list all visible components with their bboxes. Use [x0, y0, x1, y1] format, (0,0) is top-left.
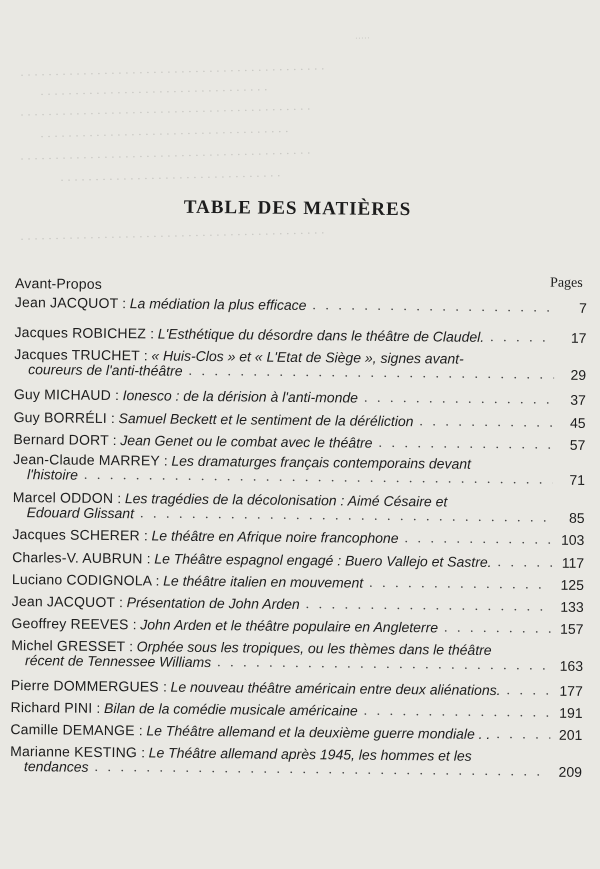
toc-entry[interactable] [12, 550, 584, 571]
toc-page-number: 163 [557, 659, 583, 674]
leader-dots [444, 620, 552, 636]
toc-title: Samuel Beckett et le sentiment de la déréliction [118, 411, 413, 429]
toc-author: Jacques SCHERER : [12, 527, 148, 543]
toc-author: Richard PINI : [11, 700, 101, 716]
toc-author: Pierre DOMMERGUES : [11, 678, 167, 695]
leader-dots [404, 531, 552, 548]
show-through-text: ····· · · · · · · · · · · · · · · · · · · · · · · · · · · · · · · · · · · · · · · · · · · · · · · · · · · · · · · · · · · · · · · · · · · · · · · · · · · · · · · · · · · · · · · · · · · · · · · · · · · · · · · · · · · · · · · · · · · · · · · · · · · · · · · · · · · · · · · · · · · · · · · · · · · · · · · · · · · · · · · · · · · · · · · · · · · · · · · · · · · · · · · · · · · · · · · · · · · · · · · · · · · · · · · · · · · · · · · · · · · · · · · · · · · · · · · · · · · · · · · · · · · · · · · · · · · · · · · · · · · · · · · · · · · · · · · · · · [0, 0, 600, 250]
toc-title: « Huis-Clos » et « L'Etat de Siège », signes avant- [151, 348, 464, 366]
leader-dots [364, 704, 551, 721]
toc-page-number: 37 [560, 393, 586, 408]
toc-entry[interactable] [13, 490, 585, 526]
toc-page-number: 117 [558, 556, 584, 571]
page-title: TABLE DES MATIÈRES [184, 197, 484, 222]
toc-title-continued: récent de Tennessee Williams [25, 653, 211, 670]
toc-author: Marianne KESTING : [10, 744, 145, 760]
toc-page-number: 7 [561, 301, 587, 316]
toc-page-number: 133 [558, 600, 584, 615]
toc-page-number: 157 [557, 622, 583, 637]
toc-page-number: 71 [559, 473, 585, 488]
leader-dots [217, 655, 551, 673]
toc-title-continued: Edouard Glissant [27, 505, 135, 521]
leader-dots [312, 298, 555, 316]
toc-entry[interactable] [11, 616, 583, 637]
toc-title: Les dramaturges français contemporains devant [171, 454, 471, 472]
toc-title: La médiation la plus efficace [130, 296, 307, 313]
leader-dots [140, 506, 553, 525]
toc-author: Jacques ROBICHEZ : [14, 325, 154, 341]
toc-list [15, 276, 590, 282]
toc-page-number: 177 [557, 684, 583, 699]
toc-entry[interactable] [13, 432, 585, 453]
toc-entry[interactable] [14, 387, 586, 408]
toc-author: Avant-Propos [15, 276, 102, 292]
toc-author: Camille DEMANGE : [10, 722, 143, 738]
table-of-contents-page [9, 0, 593, 869]
toc-page-number: 57 [559, 438, 585, 453]
leader-dots [306, 597, 552, 615]
leader-dots [188, 364, 554, 383]
toc-author: Jean JACQUOT : [15, 295, 127, 311]
pages-column-label: Pages [550, 276, 583, 292]
toc-author: Marcel ODDON : [13, 490, 122, 506]
toc-entry[interactable] [11, 678, 583, 699]
toc-entry[interactable] [11, 700, 583, 721]
leader-dots [369, 576, 552, 593]
toc-title: L'Esthétique du désordre dans le théâtre de Claudel. [158, 326, 485, 344]
toc-entry[interactable] [15, 276, 587, 297]
toc-page-number: 209 [556, 765, 582, 780]
toc-title: Bilan de la comédie musicale américaine [104, 701, 358, 719]
toc-title: Le Théâtre allemand et la deuxième guerre mondiale . . [146, 723, 490, 742]
toc-entry[interactable] [14, 347, 586, 383]
leader-dots [364, 391, 554, 408]
toc-entry[interactable] [13, 452, 585, 488]
toc-title: Orphée sous les tropiques, ou les thèmes dans le théâtre [137, 639, 492, 658]
toc-page-number: 45 [560, 416, 586, 431]
toc-author: Guy BORRÉLI : [14, 410, 116, 426]
toc-title: Le Théâtre espagnol engagé : Buero Vallejo et Sastre. [154, 551, 491, 570]
toc-page-number: 201 [556, 728, 582, 743]
leader-dots [490, 330, 554, 346]
toc-author: Bernard DORT : [13, 432, 117, 448]
toc-entry[interactable] [14, 410, 586, 431]
toc-entry[interactable] [12, 572, 584, 593]
toc-title: Le Théâtre allemand après 1945, les hommes et les [149, 745, 472, 763]
toc-page-number: 29 [560, 368, 586, 383]
leader-dots [419, 414, 553, 430]
toc-title-continued: l'histoire [27, 467, 78, 483]
toc-title: Présentation de John Arden [127, 595, 300, 612]
toc-entry[interactable] [11, 638, 583, 674]
leader-dots [496, 727, 550, 743]
toc-author: Jean-Claude MARREY : [13, 452, 168, 469]
toc-author: Guy MICHAUD : [14, 387, 119, 403]
toc-title: Ionesco : de la dérision à l'anti-monde [123, 388, 359, 405]
toc-entry[interactable] [12, 594, 584, 615]
toc-title-continued: coureurs de l'anti-théâtre [28, 362, 183, 379]
toc-page-number: 17 [560, 331, 586, 346]
toc-entry[interactable] [12, 527, 584, 548]
leader-dots [497, 555, 552, 571]
toc-title: Le nouveau théâtre américain entre deux aliénations. [170, 680, 500, 698]
toc-title-continued: tendances [24, 759, 89, 775]
toc-author: Charles-V. AUBRUN : [12, 550, 151, 566]
toc-title: John Arden et le théâtre populaire en Angleterre [140, 617, 438, 635]
toc-author: Jean JACQUOT : [12, 594, 124, 610]
leader-dots [506, 683, 550, 698]
toc-title: Les tragédies de la décolonisation : Aimé Césaire et [125, 491, 448, 509]
toc-author: Luciano CODIGNOLA : [12, 572, 160, 589]
toc-entry[interactable] [10, 744, 582, 780]
toc-title: Le théâtre italien en mouvement [163, 574, 363, 591]
toc-page-number: 103 [558, 533, 584, 548]
toc-author: Michel GRESSET : [11, 638, 133, 654]
toc-page-number: 125 [558, 578, 584, 593]
toc-entry[interactable] [10, 722, 582, 743]
leader-dots [378, 436, 553, 453]
toc-page-number: 191 [556, 706, 582, 721]
toc-author: Geoffrey REEVES : [11, 616, 136, 632]
toc-entry[interactable] [14, 325, 586, 346]
toc-entry[interactable] [15, 295, 587, 316]
toc-title: Le théâtre en Afrique noire francophone [151, 528, 398, 546]
toc-title: Jean Genet ou le combat avec le théâtre [120, 433, 372, 451]
toc-page-number: 85 [559, 511, 585, 526]
toc-author: Jacques TRUCHET : [14, 347, 148, 363]
